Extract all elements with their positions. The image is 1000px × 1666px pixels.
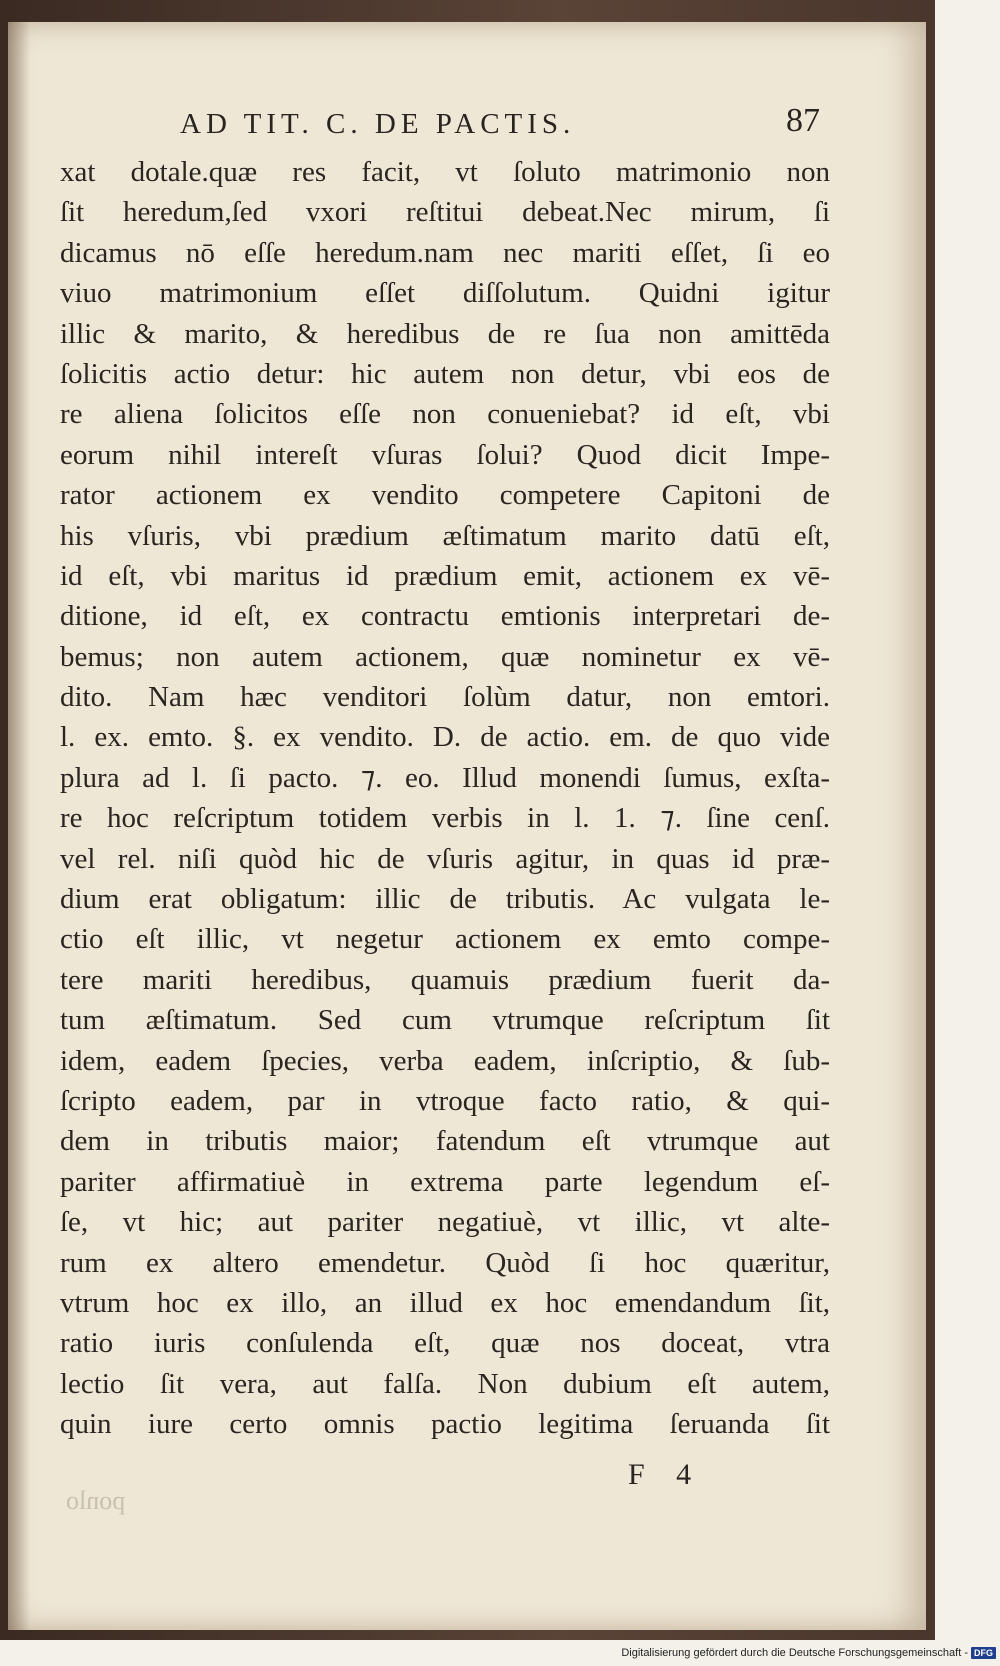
text-line: tum æſtimatum. Sed cum vtrumque reſcriptum ſit [60, 1004, 830, 1037]
running-head [180, 102, 900, 148]
text-line: his vſuris, vbi prædium æſtimatum marito datū eſt, [60, 519, 830, 552]
dfg-logo: DFG [971, 1647, 996, 1659]
text-line: bemus; non autem actionem, quæ nominetur ex vē- [60, 640, 830, 673]
text-line: viuo matrimonium eſſet diſſolutum. Quidni igitur [60, 277, 830, 310]
text-line: rum ex altero emendetur. Quòd ſi hoc quæritur, [60, 1246, 830, 1279]
page-gutter-shadow [8, 22, 30, 1630]
text-line: ditione, id eſt, ex contractu emtionis interpretari de- [60, 600, 830, 633]
text-line: pariter affirmatiuè in extrema parte legendum eſ- [60, 1165, 830, 1198]
body-text [60, 152, 830, 1445]
text-line: idem, eadem ſpecies, verba eadem, inſcriptio, & ſub- [60, 1044, 830, 1077]
text-line: plura ad l. ſi pacto. ⁊. eo. Illud monendi ſumus, exſta- [60, 761, 830, 794]
text-line: ratio iuris conſulenda eſt, quæ nos doceat, vtra [60, 1327, 830, 1360]
text-line: ſe, vt hic; aut pariter negatiuè, vt illic, vt alte- [60, 1206, 830, 1239]
show-through-text: ponlo [66, 1486, 126, 1515]
signature-mark: F 4 [628, 1458, 704, 1491]
text-line: dicamus nō eſſe heredum.nam nec mariti eſſet, ſi eo [60, 236, 830, 269]
text-line: ſolicitis actio detur: hic autem non detur, vbi eos de [60, 357, 830, 390]
text-line: illic & marito, & heredibus de re ſua non amittēda [60, 317, 830, 350]
text-line: xat dotale.quæ res facit, vt ſoluto matrimonio non [60, 156, 830, 188]
text-line: ctio eſt illic, vt negetur actionem ex emto compe- [60, 923, 830, 956]
text-line: dito. Nam hæc venditori ſolùm datur, non emtori. [60, 681, 830, 714]
text-line: id eſt, vbi maritus id prædium emit, actionem ex vē- [60, 559, 830, 592]
text-line: rator actionem ex vendito competere Capitoni de [60, 479, 830, 512]
text-line: tere mariti heredibus, quamuis prædium fuerit da- [60, 963, 830, 996]
text-line: vtrum hoc ex illo, an illud ex hoc emendandum ſit, [60, 1286, 830, 1319]
text-line: dem in tributis maior; fatendum eſt vtrumque aut [60, 1125, 830, 1158]
text-line: dium erat obligatum: illic de tributis. Ac vulgata le- [60, 883, 830, 916]
text-line: eorum nihil intereſt vſuras ſolui? Quod dicit Impe- [60, 438, 830, 471]
text-line: re aliena ſolicitos eſſe non conueniebat? id eſt, vbi [60, 398, 830, 431]
footer-credit: Digitalisierung gefördert durch die Deutsche Forschungsgemeinschaft - [621, 1647, 968, 1659]
text-line: ſit heredum,ſed vxori reſtitui debeat.Nec mirum, ſi [60, 196, 830, 229]
text-line: re hoc reſcriptum totidem verbis in l. 1. ⁊. ſine cenſ. [60, 802, 830, 835]
text-line: ſcripto eadem, par in vtroque facto ratio, & qui- [60, 1084, 830, 1117]
text-line: quin iure certo omnis pactio legitima ſeruanda ſit [60, 1408, 830, 1441]
page-number: 87 [786, 102, 820, 139]
digitization-footer [621, 1644, 996, 1662]
running-title: AD TIT. C. DE PACTIS. [180, 108, 576, 140]
text-line: lectio ſit vera, aut falſa. Non dubium eſt autem, [60, 1367, 830, 1400]
text-line: l. ex. emto. §. ex vendito. D. de actio. em. de quo vide [60, 721, 830, 754]
text-line: vel rel. niſi quòd hic de vſuris agitur, in quas id præ- [60, 842, 830, 875]
